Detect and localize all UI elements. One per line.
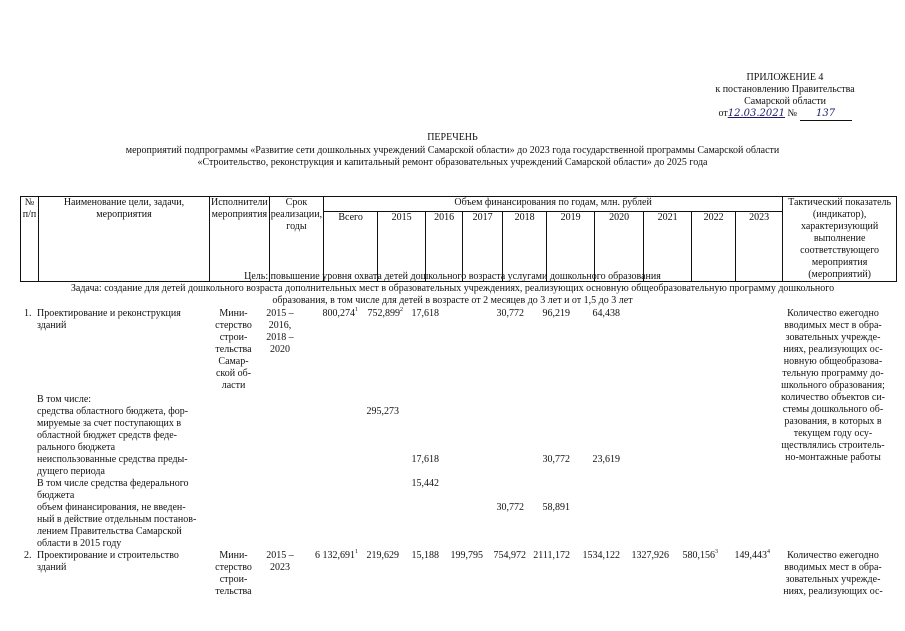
col-header-year: 2019 <box>547 211 595 281</box>
sub4-2018: 30,772 <box>496 502 524 513</box>
sub4-2019: 58,891 <box>542 502 570 513</box>
col-header-term: Срок реализации, годы <box>269 197 323 282</box>
row1-2018: 30,772 <box>496 308 524 319</box>
approval-block <box>690 72 880 121</box>
col-header-year: 2015 <box>378 211 426 281</box>
sub3-name: В том числе средства федерального бюджета <box>37 478 189 501</box>
document-title-line2: «Строительство, реконструкция и капитальный ремонт образовательных учреждений Самарской области» до 2025 года <box>197 157 708 168</box>
sub4-name: объем финансирования, не введен- ный в действие отдельным постанов- лением Правительства Самарской области в 2015 году <box>37 502 197 549</box>
col-header-executor: Исполнители мероприятия <box>210 197 270 282</box>
col-header-year: 2020 <box>595 211 644 281</box>
appendix-line2: к постановлению Правительства <box>715 84 855 95</box>
row1-term: 2015 – 2016, 2018 – 2020 <box>266 308 294 355</box>
sub2-2019: 30,772 <box>542 454 570 465</box>
row1-2019: 96,219 <box>542 308 570 319</box>
document-title-line1: мероприятий подпрограммы «Развитие сети дошкольных учреждений Самарской области» до 2023 года государственной программы Самарской области <box>125 145 780 156</box>
row2-2016: 15,188 <box>411 550 439 561</box>
row1-2020: 64,438 <box>592 308 620 319</box>
row2-2020: 1534,122 <box>582 550 620 561</box>
col-header-year: 2022 <box>692 211 736 281</box>
row2-2022: 580,156$^3$ <box>682 549 718 561</box>
sub2-2016: 17,618 <box>411 454 439 465</box>
row2-2019: 2111,172 <box>533 550 570 561</box>
sub2-2020: 23,619 <box>592 454 620 465</box>
task-text-line2: образования, в том числе для детей в возрасте от 2 месяцев до 3 лет и от 1,5 до 3 лет <box>272 295 633 306</box>
handwritten-number: 137 <box>815 108 836 119</box>
sub1-name: средства областного бюджета, фор- мируемые за счет поступающих в областной бюджет средств феде- рального бюджета <box>37 406 189 453</box>
appendix-line3: Самарской области <box>744 96 826 107</box>
document-heading: ПЕРЕЧЕНЬ <box>427 132 478 143</box>
col-header-indicator: Тактический показатель (индикатор), характеризующий выполнение соответствующего мероприятия (мероприятий) <box>783 197 897 282</box>
col-header-name: Наименование цели, задачи, мероприятия <box>39 197 210 282</box>
financing-table-header <box>20 196 897 282</box>
row2-executor: Мини- стерство строи- тельства <box>215 550 252 597</box>
col-header-number: № п/п <box>21 197 39 282</box>
col-header-year: 2018 <box>503 211 547 281</box>
sub3-2016: 15,442 <box>411 478 439 489</box>
col-header-year: 2021 <box>644 211 692 281</box>
sub1-2015: 295,273 <box>366 406 399 417</box>
sub2-name: неиспользованные средства преды- дущего периода <box>37 454 188 477</box>
row2-indicator: Количество ежегодно вводимых мест в обра- зовательных учрежде- ниях, реализующих ос- <box>783 550 883 597</box>
col-header-year: 2016 <box>426 211 463 281</box>
row1-total: 800,274$^1$ <box>322 307 358 319</box>
row1-number: 1. <box>24 308 32 319</box>
resolution-number-field <box>800 108 852 121</box>
row2-total: 6 132,691$^1$ <box>315 549 358 561</box>
col-header-financing: Объем финансирования по годам, млн. рублей <box>324 197 783 212</box>
col-header-year: 2017 <box>463 211 503 281</box>
row2-2018: 754,972 <box>493 550 526 561</box>
resolution-date-line: от12.03.2021 № 137 <box>690 108 880 121</box>
handwritten-date: 12.03.2021 <box>727 108 785 119</box>
subrows-label: В том числе: <box>37 394 92 405</box>
row1-2015: 752,899$^2$ <box>367 307 403 319</box>
row2-term: 2015 – 2023 <box>266 550 294 573</box>
row1-indicator: Количество ежегодно вводимых мест в обра- зовательных учрежде- ниях, реализующих ос- новную общеобразова- тельную программу до- школьного образования; количество объектов си- стемы дошкольного об- разования, в которых в текущем году осу- ществлялись строитель- но-монтажные работы <box>781 308 885 463</box>
col-header-year: 2023 <box>736 211 783 281</box>
appendix-label: ПРИЛОЖЕНИЕ 4 <box>746 72 824 83</box>
row2-2023: 149,443$^4$ <box>734 549 770 561</box>
row2-2017: 199,795 <box>450 550 483 561</box>
row2-2015: 219,629 <box>366 550 399 561</box>
row2-number: 2. <box>24 550 32 561</box>
row2-2021: 1327,926 <box>631 550 669 561</box>
row1-name: Проектирование и реконструкция зданий <box>37 308 181 331</box>
task-text-line1: Задача: создание для детей дошкольного возраста дополнительных мест в образовательных учреждениях, реализующих основную общеобразовательную программу дошкольного <box>70 283 835 294</box>
row1-executor: Мини- стерство строи- тельства Самар- ской об- ласти <box>215 308 252 391</box>
row1-2016: 17,618 <box>411 308 439 319</box>
goal-text: Цель: повышение уровня охвата детей дошкольного возраста услугами дошкольного образования <box>244 271 661 282</box>
row2-name: Проектирование и строительство зданий <box>37 550 179 573</box>
col-header-year: Всего <box>324 211 378 281</box>
